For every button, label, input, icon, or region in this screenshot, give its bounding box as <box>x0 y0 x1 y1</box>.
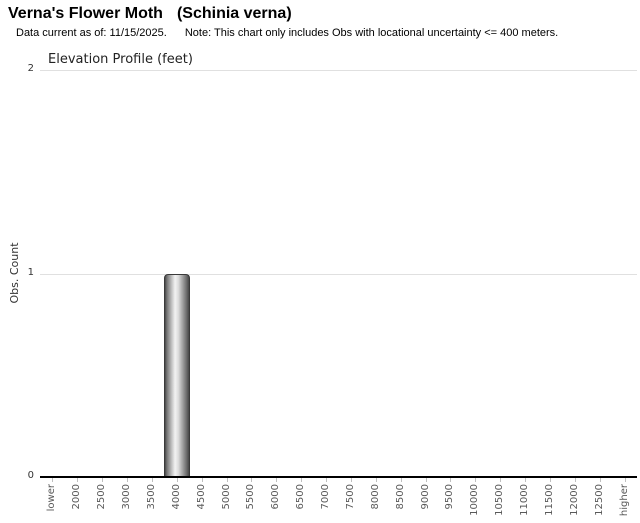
x-tick-label: 7000 <box>320 484 331 510</box>
x-tick-label: 5500 <box>245 484 256 510</box>
x-tick-label: 4500 <box>196 484 207 510</box>
x-tick-label: 6500 <box>295 484 306 510</box>
x-tick-label: 2500 <box>96 484 107 510</box>
x-tick-mark <box>625 478 626 482</box>
x-tick-mark <box>301 478 302 482</box>
x-tick-mark <box>202 478 203 482</box>
x-tick-label: 3500 <box>146 484 157 510</box>
x-tick-label: lower <box>46 484 57 512</box>
page-title: Verna's Flower Moth <box>8 5 163 22</box>
x-tick-label: 8000 <box>370 484 381 510</box>
x-tick-label: 3000 <box>121 484 132 510</box>
gridline <box>40 70 637 71</box>
gridline <box>40 274 637 275</box>
x-tick-mark <box>475 478 476 482</box>
x-tick-label: 11500 <box>544 484 555 516</box>
species-name: (Schinia verna) <box>176 5 292 22</box>
note-data-current: Data current as of: 11/15/2025. <box>16 27 167 39</box>
x-tick-mark <box>102 478 103 482</box>
x-tick-label: 2000 <box>71 484 82 510</box>
x-tick-label: 12500 <box>594 484 605 516</box>
x-tick-mark <box>525 478 526 482</box>
x-tick-mark <box>227 478 228 482</box>
x-tick-label: 9500 <box>444 484 455 510</box>
x-tick-label: 9000 <box>420 484 431 510</box>
x-tick-mark <box>450 478 451 482</box>
x-tick-label: 7500 <box>345 484 356 510</box>
x-tick-mark <box>127 478 128 482</box>
x-tick-label: 6000 <box>270 484 281 510</box>
x-tick-mark <box>500 478 501 482</box>
x-tick-mark <box>52 478 53 482</box>
x-tick-mark <box>426 478 427 482</box>
x-tick-label: 11000 <box>519 484 530 516</box>
x-tick-label: 12000 <box>569 484 580 516</box>
y-tick-label: 1 <box>27 267 34 278</box>
x-tick-mark <box>351 478 352 482</box>
note-disclaimer: Note: This chart only includes Obs with locational uncertainty <= 400 meters. <box>184 27 559 39</box>
x-tick-mark <box>276 478 277 482</box>
y-axis-label: Obs. Count <box>8 242 21 304</box>
x-tick-label: higher <box>619 484 630 517</box>
x-tick-mark <box>326 478 327 482</box>
bar-4000 <box>164 274 190 478</box>
y-tick-label: 0 <box>27 470 34 481</box>
x-tick-label: 10500 <box>494 484 505 516</box>
x-axis-line <box>40 476 637 478</box>
x-tick-mark <box>401 478 402 482</box>
x-tick-mark <box>550 478 551 482</box>
x-tick-label: 4000 <box>171 484 182 510</box>
x-tick-mark <box>177 478 178 482</box>
x-tick-label: 10000 <box>469 484 480 516</box>
chart-title: Elevation Profile (feet) <box>48 52 193 67</box>
x-tick-mark <box>600 478 601 482</box>
y-tick-label: 2 <box>27 63 34 74</box>
x-tick-mark <box>575 478 576 482</box>
x-tick-mark <box>77 478 78 482</box>
x-tick-mark <box>376 478 377 482</box>
x-tick-mark <box>152 478 153 482</box>
x-tick-label: 8500 <box>395 484 406 510</box>
x-tick-mark <box>251 478 252 482</box>
x-tick-label: 5000 <box>221 484 232 510</box>
